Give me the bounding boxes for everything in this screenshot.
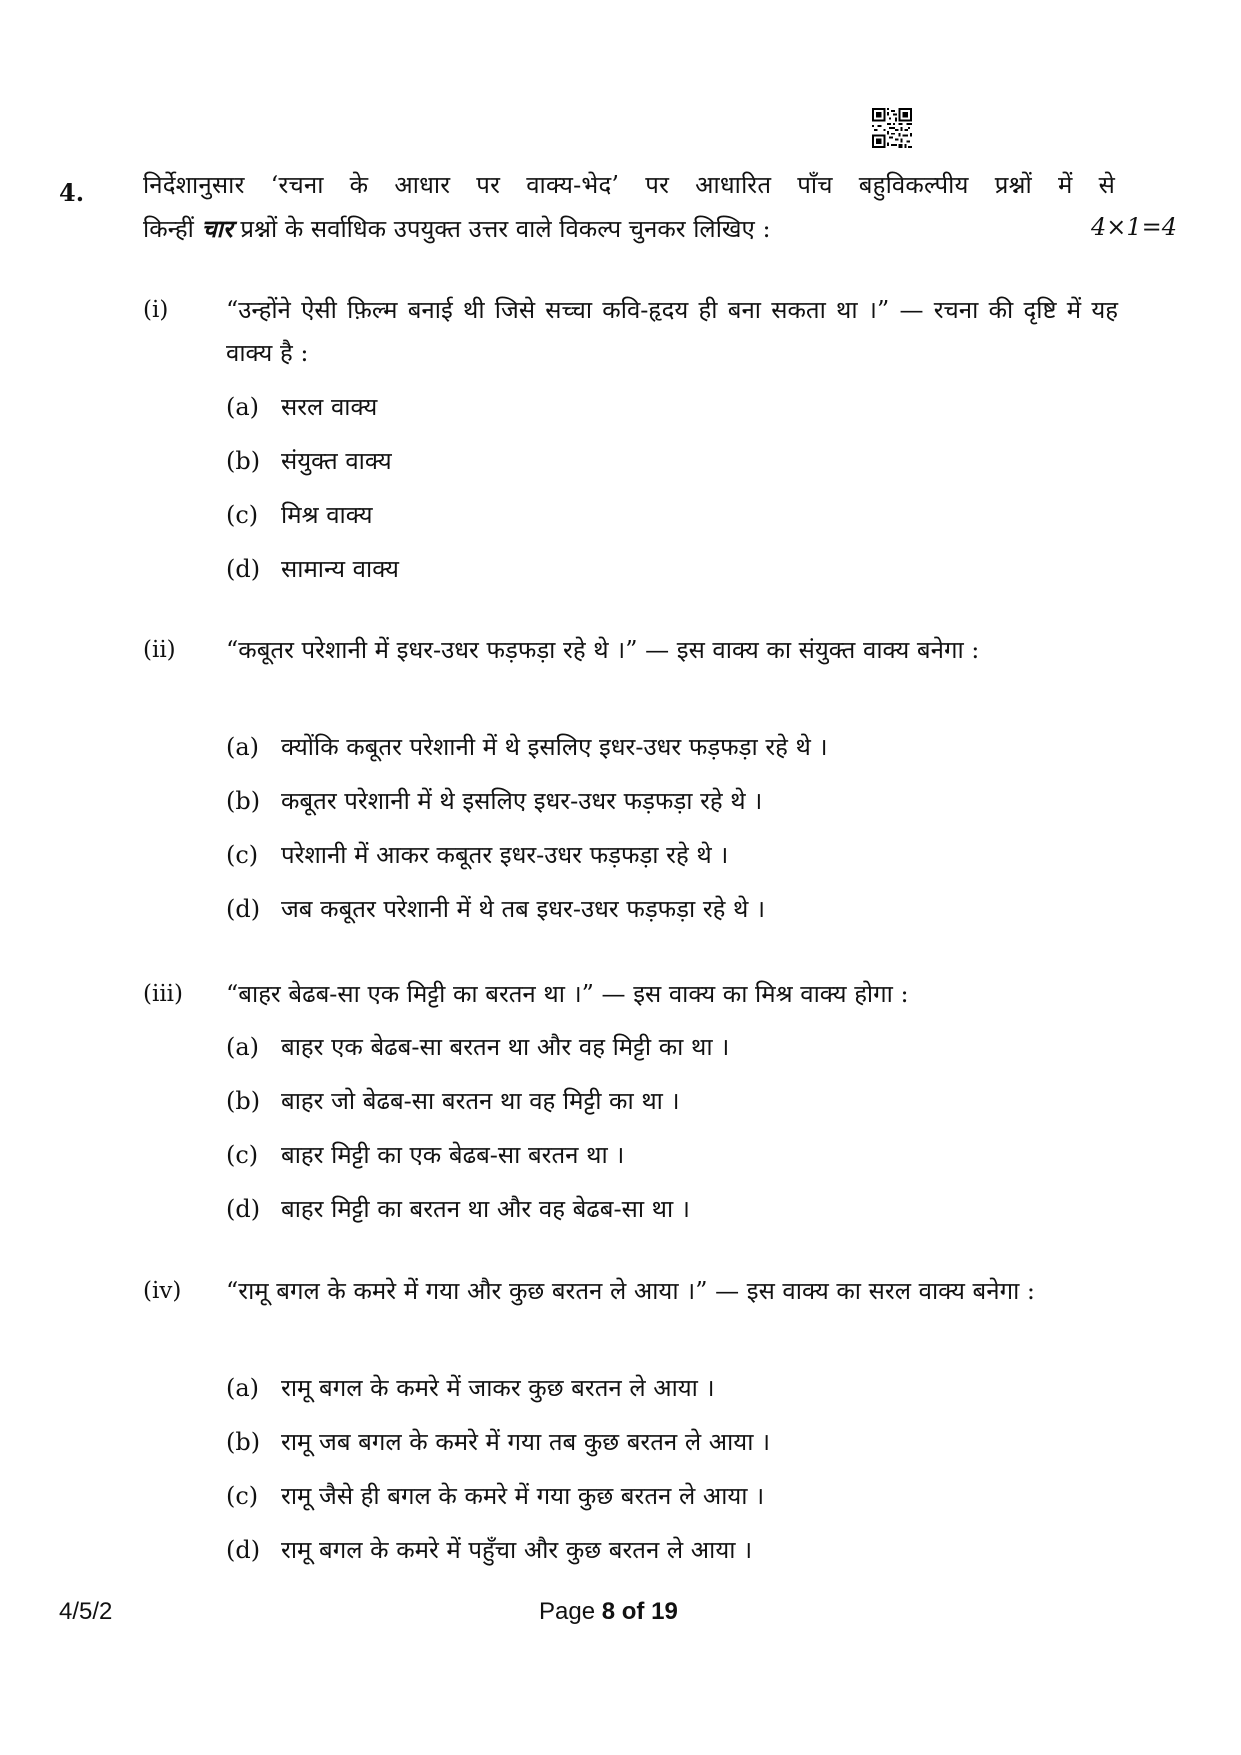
option-a[interactable] bbox=[226, 726, 1118, 774]
option-text: बाहर जो बेढब-सा बरतन था वह मिट्टी का था । bbox=[281, 1087, 680, 1115]
page-prefix: Page bbox=[539, 1598, 596, 1625]
option-b[interactable] bbox=[226, 1421, 1118, 1469]
option-d[interactable] bbox=[226, 548, 1118, 596]
option-b[interactable] bbox=[226, 780, 1118, 828]
option-label: (d) bbox=[226, 555, 261, 583]
option-text: परेशानी में आकर कबूतर इधर-उधर फड़फड़ा रहे थे । bbox=[281, 841, 729, 869]
option-text: बाहर मिट्टी का एक बेढब-सा बरतन था । bbox=[281, 1141, 625, 1169]
instruction-text-pre: किन्हीं bbox=[143, 215, 194, 243]
option-c[interactable] bbox=[226, 834, 1118, 882]
option-label: (d) bbox=[226, 1195, 261, 1223]
subquestion-number: (iv) bbox=[143, 1278, 182, 1304]
option-a[interactable] bbox=[226, 386, 1118, 434]
option-label: (a) bbox=[226, 393, 260, 421]
option-c[interactable] bbox=[226, 1475, 1118, 1523]
page-total: 19 bbox=[651, 1598, 678, 1625]
question-instruction bbox=[143, 164, 1115, 251]
option-text: संयुक्त वाक्य bbox=[281, 447, 392, 475]
option-label: (c) bbox=[226, 1482, 259, 1510]
page-current: 8 bbox=[601, 1598, 616, 1625]
option-d[interactable] bbox=[226, 1188, 1118, 1236]
option-text: रामू जब बगल के कमरे में गया तब कुछ बरतन ले आया । bbox=[281, 1428, 771, 1456]
option-label: (b) bbox=[226, 1087, 261, 1115]
option-label: (b) bbox=[226, 1428, 261, 1456]
option-label: (d) bbox=[226, 1536, 261, 1564]
option-label: (a) bbox=[226, 733, 260, 761]
option-a[interactable] bbox=[226, 1026, 1118, 1074]
option-label: (b) bbox=[226, 447, 261, 475]
option-d[interactable] bbox=[226, 1529, 1118, 1577]
option-label: (c) bbox=[226, 1141, 259, 1169]
instruction-text-post: प्रश्नों के सर्वाधिक उपयुक्त उत्तर वाले विकल्प चुनकर लिखिए : bbox=[240, 215, 771, 243]
option-label: (c) bbox=[226, 501, 259, 529]
option-text: सरल वाक्य bbox=[281, 393, 378, 421]
instruction-emphasis: चार bbox=[201, 214, 233, 243]
subquestion-stem: “बाहर बेढब-सा एक मिट्टी का बरतन था ।” — इस वाक्य का मिश्र वाक्य होगा : bbox=[226, 980, 909, 1008]
option-text: बाहर एक बेढब-सा बरतन था और वह मिट्टी का था । bbox=[281, 1033, 730, 1061]
option-c[interactable] bbox=[226, 494, 1118, 542]
option-text: कबूतर परेशानी में थे इसलिए इधर-उधर फड़फड़ा रहे थे । bbox=[281, 787, 763, 815]
paper-code: 4/5/2 bbox=[59, 1598, 113, 1625]
subquestion-number: (iii) bbox=[143, 981, 184, 1007]
qr-code-icon bbox=[872, 108, 912, 148]
option-label: (d) bbox=[226, 895, 261, 923]
instruction-line-2 bbox=[143, 207, 1115, 251]
option-text: सामान्य वाक्य bbox=[281, 555, 399, 583]
option-b[interactable] bbox=[226, 1080, 1118, 1128]
option-d[interactable] bbox=[226, 888, 1118, 936]
subquestion-stem: “रामू बगल के कमरे में गया और कुछ बरतन ले आया ।” — इस वाक्य का सरल वाक्य बनेगा : bbox=[226, 1277, 1036, 1305]
question-number: 4. bbox=[59, 178, 85, 207]
subquestion-stem: “उन्होंने ऐसी फ़िल्म बनाई थी जिसे सच्चा कवि-हृदय ही बना सकता था ।” — रचना की दृष्टि में यह वाक्य है : bbox=[226, 296, 1118, 367]
option-a[interactable] bbox=[226, 1367, 1118, 1415]
instruction-line-1: निर्देशानुसार ‘रचना के आधार पर वाक्य-भेद’ पर आधारित पाँच बहुविकल्पीय प्रश्नों में से bbox=[143, 171, 1115, 199]
option-text: जब कबूतर परेशानी में थे तब इधर-उधर फड़फड़ा रहे थे । bbox=[281, 895, 766, 923]
option-text: रामू बगल के कमरे में जाकर कुछ बरतन ले आया । bbox=[281, 1374, 715, 1402]
option-text: क्योंकि कबूतर परेशानी में थे इसलिए इधर-उधर फड़फड़ा रहे थे । bbox=[281, 733, 828, 761]
subquestion-number: (ii) bbox=[143, 637, 176, 663]
option-label: (a) bbox=[226, 1033, 260, 1061]
option-b[interactable] bbox=[226, 440, 1118, 488]
option-text: रामू जैसे ही बगल के कमरे में गया कुछ बरतन ले आया । bbox=[281, 1482, 765, 1510]
option-text: बाहर मिट्टी का बरतन था और वह बेढब-सा था । bbox=[281, 1195, 690, 1223]
page-of: of bbox=[621, 1598, 645, 1625]
marks-allocation: 4×1=4 bbox=[1091, 213, 1178, 241]
option-label: (b) bbox=[226, 787, 261, 815]
subquestion-number: (i) bbox=[143, 297, 169, 323]
option-text: मिश्र वाक्य bbox=[281, 501, 373, 529]
option-label: (a) bbox=[226, 1374, 260, 1402]
option-c[interactable] bbox=[226, 1134, 1118, 1182]
page-indicator bbox=[539, 1598, 678, 1626]
option-label: (c) bbox=[226, 841, 259, 869]
option-text: रामू बगल के कमरे में पहुँचा और कुछ बरतन ले आया । bbox=[281, 1536, 753, 1564]
subquestion-stem: “कबूतर परेशानी में इधर-उधर फड़फड़ा रहे थे ।” — इस वाक्य का संयुक्त वाक्य बनेगा : bbox=[226, 636, 980, 664]
